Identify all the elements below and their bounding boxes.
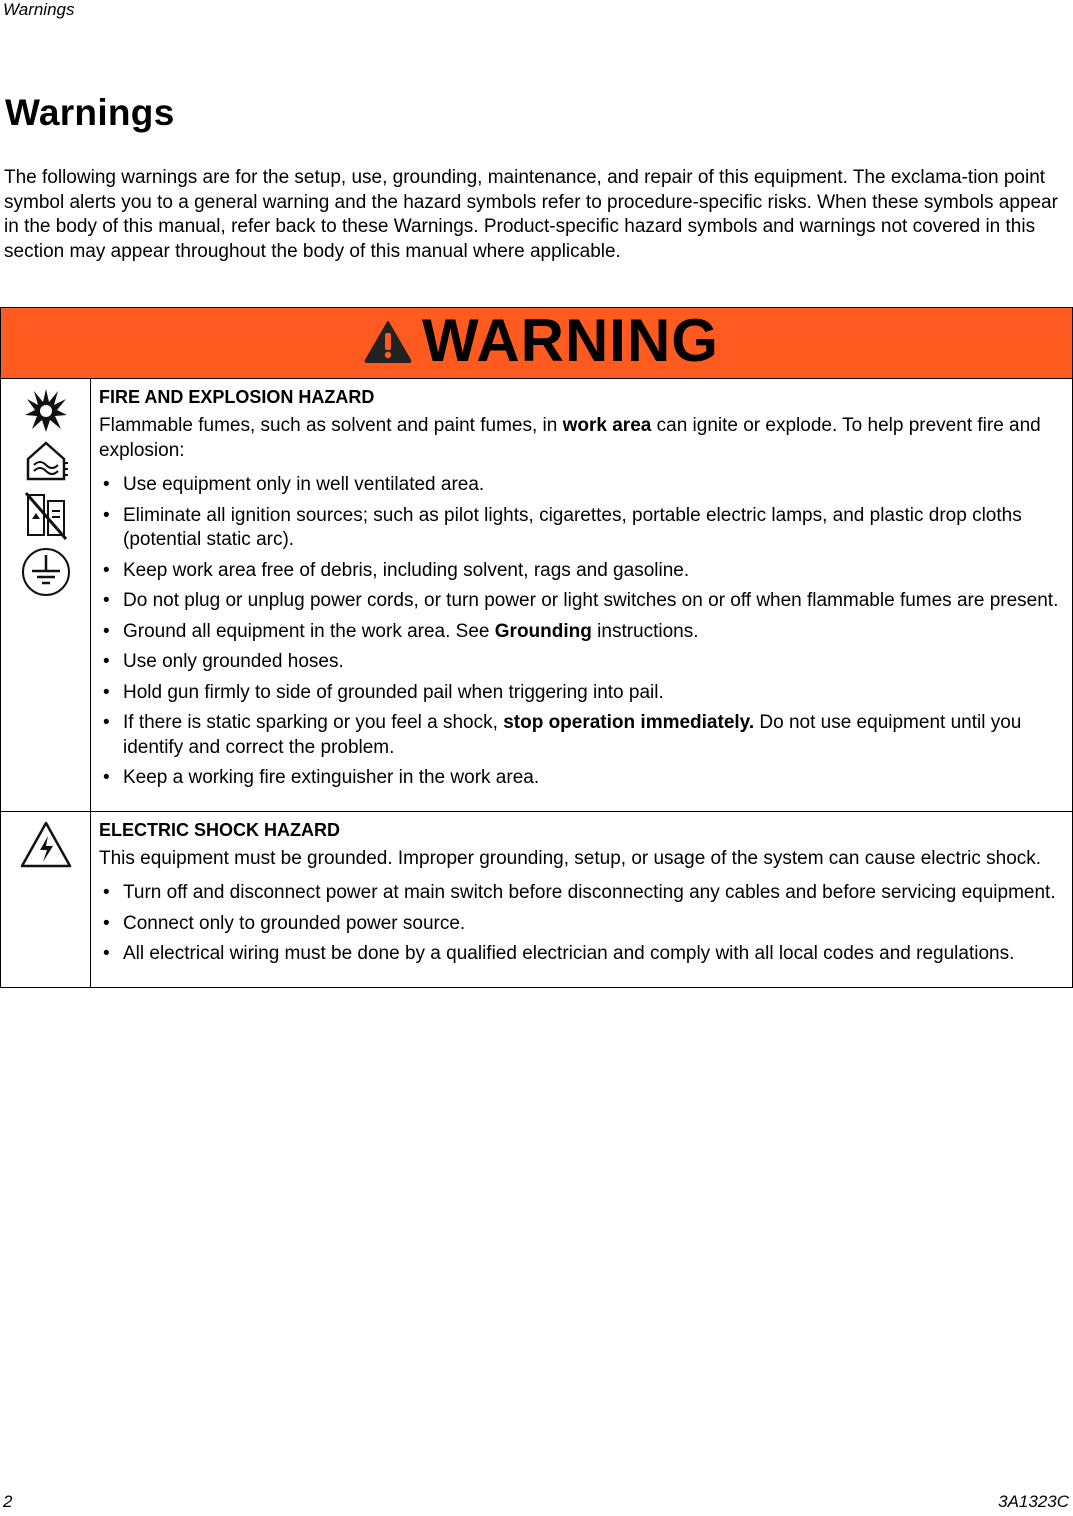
electric-shock-icon	[19, 820, 73, 870]
page-number: 2	[3, 1492, 13, 1511]
list-item: • Connect only to grounded power source.	[99, 912, 1062, 937]
no-ignition-sources-icon	[24, 489, 68, 541]
intro-paragraph: The following warnings are for the setup, use, grounding, maintenance, and repair of this equipment. The exclama-tion point symbol alerts you to a general warning and the hazard symbols refer to procedure-specific risks. When these symbols appear in the body of this manual, refer back to these Warnings. Product-specific hazard symbols and warnings not covered in this section may appear throughout the body of this manual where applicable.	[4, 167, 1058, 262]
list-item: • Keep work area free of debris, including solvent, rags and gasoline.	[99, 559, 1062, 584]
list-item: • Eliminate all ignition sources; such as pilot lights, cigarettes, portable electric lamps, and plastic drop cloths (potential static arc).	[99, 504, 1062, 553]
fire-icon-column	[1, 379, 91, 812]
list-item: • Ground all equipment in the work area. See Grounding instructions.	[99, 620, 1062, 645]
exclamation-triangle-icon	[354, 310, 422, 372]
list-item: • Keep a working fire extinguisher in the work area.	[99, 766, 1062, 791]
explosion-icon	[24, 387, 68, 433]
page-title: Warnings	[5, 92, 175, 133]
warning-banner-text: WARNING	[422, 307, 719, 374]
shock-hazard-description: This equipment must be grounded. Improper grounding, setup, or usage of the system can cause electric shock.	[99, 847, 1042, 869]
list-item: • Use equipment only in well ventilated area.	[99, 473, 1062, 498]
shock-icon-column	[1, 811, 91, 987]
shock-hazard-list	[99, 881, 1062, 967]
warning-table	[0, 307, 1073, 988]
list-item: • If there is static sparking or you feel a shock, stop operation immediately. Do not use equipment until you identify and correct the problem.	[99, 711, 1062, 760]
ground-icon	[21, 547, 71, 597]
list-item: • Do not plug or unplug power cords, or turn power or light switches on or off when flammable fumes are present.	[99, 589, 1062, 614]
fire-hazard-text	[91, 379, 1073, 812]
fire-hazard-row	[1, 379, 1073, 812]
fire-hazard-title: FIRE AND EXPLOSION HAZARD	[99, 387, 375, 407]
list-item: • Hold gun firmly to side of grounded pail when triggering into pail.	[99, 681, 1062, 706]
warning-banner	[1, 308, 1073, 379]
running-header: Warnings	[3, 0, 75, 19]
shock-hazard-title: ELECTRIC SHOCK HAZARD	[99, 819, 340, 840]
shock-hazard-row	[1, 811, 1073, 987]
list-item: • Turn off and disconnect power at main switch before disconnecting any cables and before servicing equipment.	[99, 881, 1062, 906]
fire-hazard-list	[99, 473, 1062, 791]
ventilation-house-icon	[24, 439, 68, 483]
list-item: • Use only grounded hoses.	[99, 650, 1062, 675]
shock-hazard-text	[91, 811, 1073, 987]
list-item: • All electrical wiring must be done by a qualified electrician and comply with all local codes and regulations.	[99, 942, 1062, 967]
fire-hazard-description: Flammable fumes, such as solvent and paint fumes, in work area can ignite or explode. To help prevent fire and explosion:	[99, 415, 1041, 461]
document-number: 3A1323C	[998, 1492, 1069, 1511]
